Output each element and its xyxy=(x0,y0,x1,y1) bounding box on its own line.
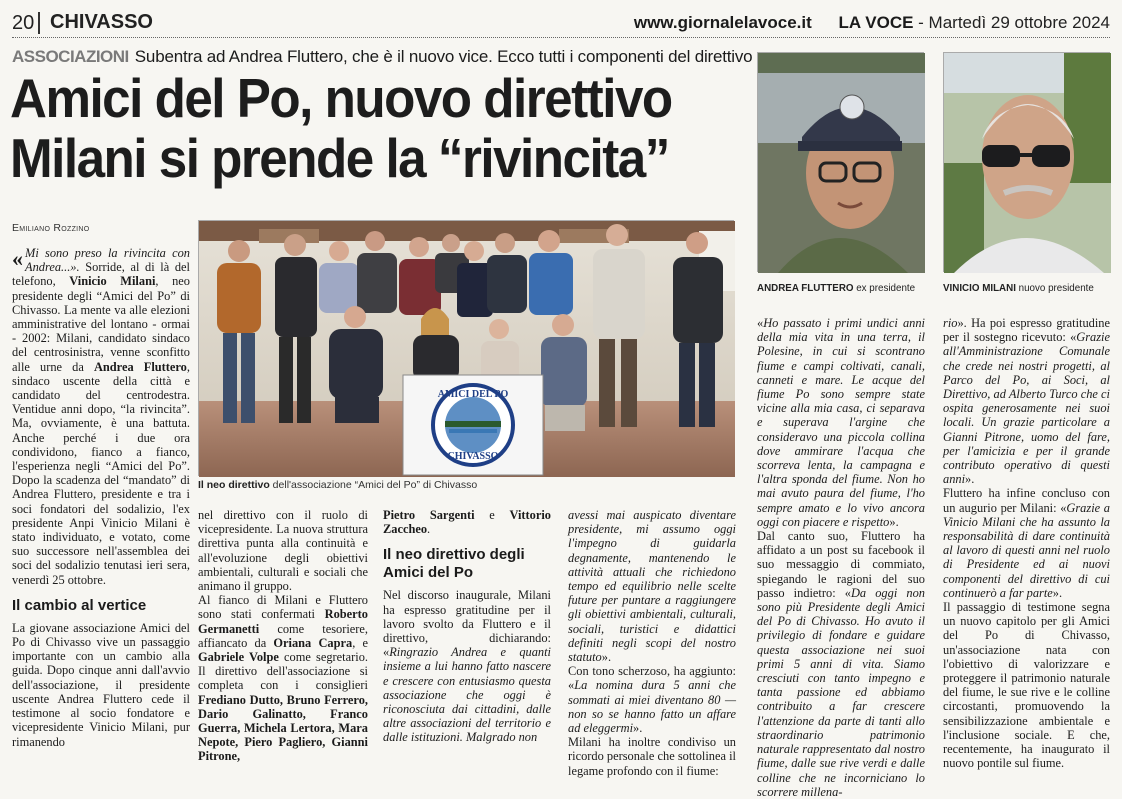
paragraph: Fluttero ha infine concluso con un augurio per Milani: «Grazie a Vinicio Milani che ha assunto la responsabilità di dare continuità al lavoro di questi anni nel ruolo di Presidente ed ai nuovi componenti del direttivo di cui continuerò a far parte». xyxy=(943,486,1110,600)
issue-date: - Martedì 29 ottobre 2024 xyxy=(913,13,1110,32)
paragraph: Nel discorso inaugurale, Milani ha espresso gratitudine per il lavoro svolto da Fluttero e il direttivo, dichiarando: «Ringrazio Andrea e quanti insieme a lui hanno fatto nascere e crescere con entusiasmo questa associazione che oggi è riconosciuta dai cittadini, dalle altre associazioni del territorio e dalle istituzioni. Malgrado non xyxy=(383,588,551,745)
paragraph: Pietro Sargenti e Vittorio Zaccheo. xyxy=(383,508,551,537)
paragraph: Il passaggio di testimone segna un nuovo capitolo per gli Amici del Po di Chivasso, un'associazione nata con l'obiettivo di valorizzare e proteggere il patrimonio naturale del fiume, le sue rive e le colline circostanti, promuovendo la sensibilizzazione ambientale e l'inclusione sociale. E che, recentemente, ha inaugurato il nuovo pontile sul fiume. xyxy=(943,600,1110,771)
paragraph: rio». Ha poi espresso gratitudine per il sostegno ricevuto: «Grazie all'Amministrazione Comunale che crede nei nostri progetti, al Parco del Po, ai Soci, al Direttivo, ad Alberto Turco che ci ospita generosamente nei suoi locali. Un grazie particolare a Gianni Pitrone, uomo del fare, per l'amicizia e per il grande contributo operativo di questi anni». xyxy=(943,316,1110,487)
paragraph: Con tono scherzoso, ha aggiunto: «La nomina dura 5 anni che sommati ai miei diventano 80 — non so se hanno fatto un affare ad eleggermi». xyxy=(568,664,736,736)
article-column-3 xyxy=(383,508,551,748)
paragraph: nel direttivo con il ruolo di vicepresidente. La nuova struttura direttiva punta alla continuità e all'evoluzione degli obiettivi ambientali, culturali e sociali che animano il gruppo. xyxy=(198,508,368,594)
page-number: 20 xyxy=(12,12,35,34)
article-column-1 xyxy=(12,246,190,749)
page-header xyxy=(12,10,1110,36)
paragraph: « Mi sono preso la rivincita con Andrea...». Sorride, al di là del telefono, Vinicio Milani, neo presidente degli “Amici del Po” di Chivasso. La mente va alle elezioni amministrative del lontano - ormai - 2002: Milani, candidato sindaco del centrosinistra, venne sconfitto alle urne da Andrea Fluttero, sindaco uscente della città e candidato del centrodestra. Ventidue anni dopo, “la rivincita”. Ma, ovviamente, è una battuta. Anche perché i due ora condividono, fianco a fianco, l'esperienza negli “Amici del Po”. Dopo la scadenza del “mandato” di Andrea Fluttero, presidente e tra i soci fondatori del sodalizio, l'ex presidente Anpi Vinicio Milani è stato individuato, e votato, come suo successore nell'assemblea dei soci del sodalizio tenutasi ieri sera, venerdì 25 ottobre. xyxy=(12,246,190,587)
article-column-4 xyxy=(568,508,736,778)
website-url[interactable]: www.giornalelavoce.it xyxy=(633,13,812,32)
headline xyxy=(10,68,698,188)
portrait-milani xyxy=(943,52,1110,272)
portrait-role: ex presidente xyxy=(853,283,916,294)
portrait-fluttero xyxy=(757,52,924,272)
header-right xyxy=(634,13,1110,33)
portrait-caption-fluttero xyxy=(757,283,915,294)
caption-bold: Il neo direttivo xyxy=(198,479,270,491)
paragraph: avessi mai auspicato diventare presidente, mi assumo oggi l'impegno di guidarla degnamente, mantenendo le attività attuali che richiedono tempo ed equilibrio nelle scelte future per puntare a raggiungere gli obiettivi ambientali, culturali, sociali, turistici e didattici definiti negli scopi del nostro statuto». xyxy=(568,508,736,665)
sign-text-bottom: CHIVASSO xyxy=(447,451,499,462)
newspaper-brand: LA VOCE xyxy=(838,13,914,32)
article-column-5 xyxy=(757,316,925,799)
open-quote-mark: « xyxy=(12,246,23,271)
kicker xyxy=(12,47,752,67)
byline: Emiliano Rozzino xyxy=(12,222,90,234)
portrait-name: VINICIO MILANI xyxy=(943,283,1016,294)
subheading: Il cambio al vertice xyxy=(12,596,147,614)
portrait-name: ANDREA FLUTTERO xyxy=(757,283,854,294)
subheading: Il neo direttivo degli Amici del Po xyxy=(383,546,525,582)
portrait-role: nuovo presidente xyxy=(1015,283,1094,294)
paragraph: Milani ha inoltre condiviso un ricordo personale che sottolinea il legame profondo con il fiume: xyxy=(568,735,736,778)
paragraph: Al fianco di Milani e Fluttero sono stati confermati Roberto Germanetti come tesoriere, affiancato da Oriana Capra, e Gabriele Volpe come segretario. Il direttivo dell'associazione si completa con i consiglieri Frediano Dutto, Bruno Ferrero, Dario Galinatto, Franco Guerra, Michela Lertora, Mara Nepote, Piero Pagliero, Gianni Pitrone, xyxy=(198,593,368,764)
article-column-2 xyxy=(198,508,368,764)
paragraph: Dal canto suo, Fluttero ha affidato a un post su facebook il suo messaggio di commiato, spiegando le ragioni del suo passo indietro: «Da oggi non sono più Presidente degli Amici del Po di Chivasso. Ho avuto il privilegio di fondare e guidare questa associazione nei suoi primi 5 anni di vita. Siamo cresciuti con tanto impegno e tanta passione ed abbiamo contribuito a far crescere l'attenzione da parte di tanti allo straordinario patrimonio naturale rappresentato dal nostro fiume, dalle sue rive verdi e dalle colline che ne incorniciano lo scorrere millena- xyxy=(757,529,925,799)
group-photo xyxy=(198,220,734,476)
kicker-subtitle: Subentra ad Andrea Fluttero, che è il nuovo vice. Ecco tutti i componenti del direttivo xyxy=(134,47,753,66)
sign-text-top: AMICI DEL PO xyxy=(437,389,509,400)
group-photo-caption xyxy=(198,479,477,491)
kicker-tag: ASSOCIAZIONI xyxy=(12,47,129,66)
header-divider xyxy=(12,37,1110,38)
headline-line-1: Amici del Po, nuovo direttivo xyxy=(10,67,672,129)
headline-line-2: Milani si prende la “rivincita” xyxy=(10,127,669,189)
caption-text: dell'associazione “Amici del Po” di Chivasso xyxy=(269,479,478,491)
article-column-6 xyxy=(943,316,1110,771)
section-name: CHIVASSO xyxy=(38,12,153,34)
paragraph: La giovane associazione Amici del Po di Chivasso vive un passaggio importante con un cambio alla guida. Dopo cinque anni dall'avvio dell'associazione, il presidente uscente Andrea Fluttero cede il testimone al socio fondatore e vicepresidente Vinicio Milani, pur rimanendo xyxy=(12,620,190,749)
paragraph: «Ho passato i primi undici anni della mia vita in una terra, il Polesine, in cui si scontrano fiume e campi coltivati, canali, canneti e mare. Le acque del fiume Po sono sempre state vicine alla mia casa, ci separava e superava l'argine che consideravo una piccola collina dove ammirare l'acqua che scorreva lenta, la campagna e l'altra sponda del fiume. Non ho mai avuto paura del fiume, l'ho sempre amato e lo vivo ancora oggi con piacere e rispetto». xyxy=(757,316,925,529)
portrait-caption-milani xyxy=(943,283,1094,294)
